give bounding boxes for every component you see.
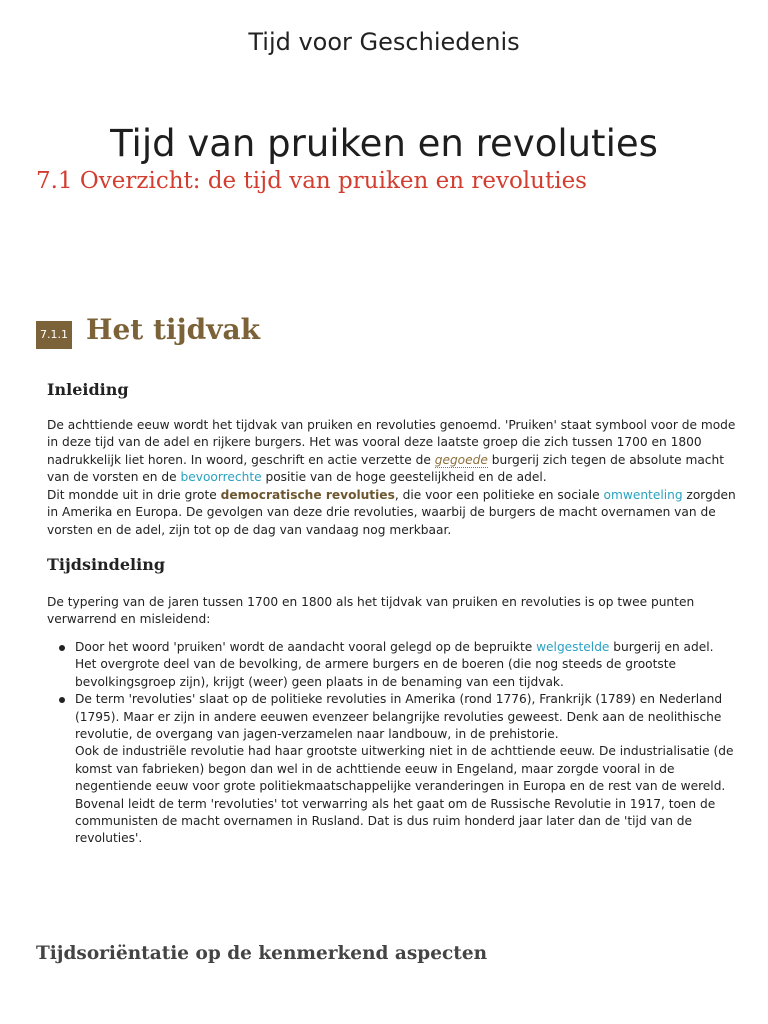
heading-tijdsindeling: Tijdsindeling bbox=[47, 555, 166, 574]
text-segment: burgerij zich tegen de absolute macht van de vorsten en de bbox=[47, 452, 725, 485]
link-welgestelde[interactable]: welgestelde bbox=[536, 640, 610, 654]
section-title: Het tijdvak bbox=[86, 313, 261, 346]
chapter-subtitle: 7.1 Overzicht: de tijd van pruiken en revoluties bbox=[36, 168, 587, 194]
heading-inleiding: Inleiding bbox=[47, 380, 129, 399]
link-bevoorrechte[interactable]: bevoorrechte bbox=[180, 470, 262, 485]
glossary-link-gegoede[interactable]: gegoede bbox=[434, 452, 488, 467]
paragraph-inleiding-2 bbox=[47, 487, 737, 539]
bullet-dot-icon bbox=[59, 645, 65, 651]
chapter-title: Tijd van pruiken en revoluties bbox=[110, 122, 658, 165]
text-segment: Dit mondde uit in drie grote bbox=[47, 488, 221, 502]
list-item bbox=[47, 639, 737, 691]
list-item bbox=[47, 691, 737, 848]
text-segment: , die voor een politieke en sociale bbox=[394, 488, 604, 502]
link-omwenteling[interactable]: omwenteling bbox=[603, 488, 683, 502]
bullet-list bbox=[47, 639, 737, 848]
text-segment: Door het woord 'pruiken' wordt de aandacht vooral gelegd op de bepruikte bbox=[75, 640, 537, 654]
text-segment: zorgden in Amerika en Europa. De gevolgen van deze drie revoluties, waarbij de burgers de macht overnamen van de vorsten en de adel, zijn tot op de dag van vandaag nog merkbaar. bbox=[47, 488, 736, 537]
text-segment: De achttiende eeuw wordt het tijdvak van pruiken en revoluties genoemd. 'Pruiken' staat symbool voor de mode in deze tijd van de adel en rijkere burgers. Het was vooral deze laatste groep die zich tussen 1700 en 1800 nadrukkelijk liet horen. In woord, geschrift en actie verzette de bbox=[47, 418, 736, 467]
section-number-badge: 7.1.1 bbox=[36, 321, 72, 349]
text-segment: Ook de industriële revolutie had haar grootste uitwerking niet in de achttiende eeuw. De industrialisatie (de komst van fabrieken) begon dan wel in de achttiende eeuw in Engeland, maar zorgde vooral in de negentiende eeuw voor grote politiekmaatschappelijke veranderingen in Europa en de rest van de wereld. Bovenal leidt de term 'revoluties' tot verwarring als het gaat om de Russische Revolutie in 1917, toen de communisten de macht overnamen in Rusland. Dat is dus ruim honderd jaar later dan de 'tijd van de revoluties'. bbox=[75, 744, 734, 846]
bullet-dot-icon bbox=[59, 697, 65, 703]
paragraph-inleiding-1 bbox=[47, 417, 737, 487]
site-title: Tijd voor Geschiedenis bbox=[248, 28, 520, 56]
text-segment: burgerij en adel. Het overgrote deel van de bevolking, de armere burgers en de boeren (die nog steeds de grootste bevolkingsgroep zijn), krijgt (weer) geen plaats in de benaming van een tijdvak. bbox=[75, 640, 714, 689]
text-segment: De term 'revoluties' slaat op de politieke revoluties in Amerika (rond 1776), Frankrijk (1789) en Nederland (1795). Maar er zijn in andere eeuwen evenzeer belangrijke revoluties geweest. Denk aan de neolithische revolutie, de overgang van jagen-verzamelen naar landbouw, in de prehistorie. bbox=[75, 692, 723, 742]
paragraph-tijdsindeling-intro: De typering van de jaren tussen 1700 en 1800 als het tijdvak van pruiken en revoluties is op twee punten verwarrend en misleidend: bbox=[47, 595, 695, 627]
link-democratische-revoluties[interactable]: democratische revoluties bbox=[220, 488, 395, 502]
section-header bbox=[36, 313, 736, 353]
text-segment: positie van de hoge geestelijkheid en de adel. bbox=[261, 470, 547, 485]
heading-tijdsorientatie: Tijdsoriëntatie op de kenmerkend aspecten bbox=[36, 943, 488, 964]
